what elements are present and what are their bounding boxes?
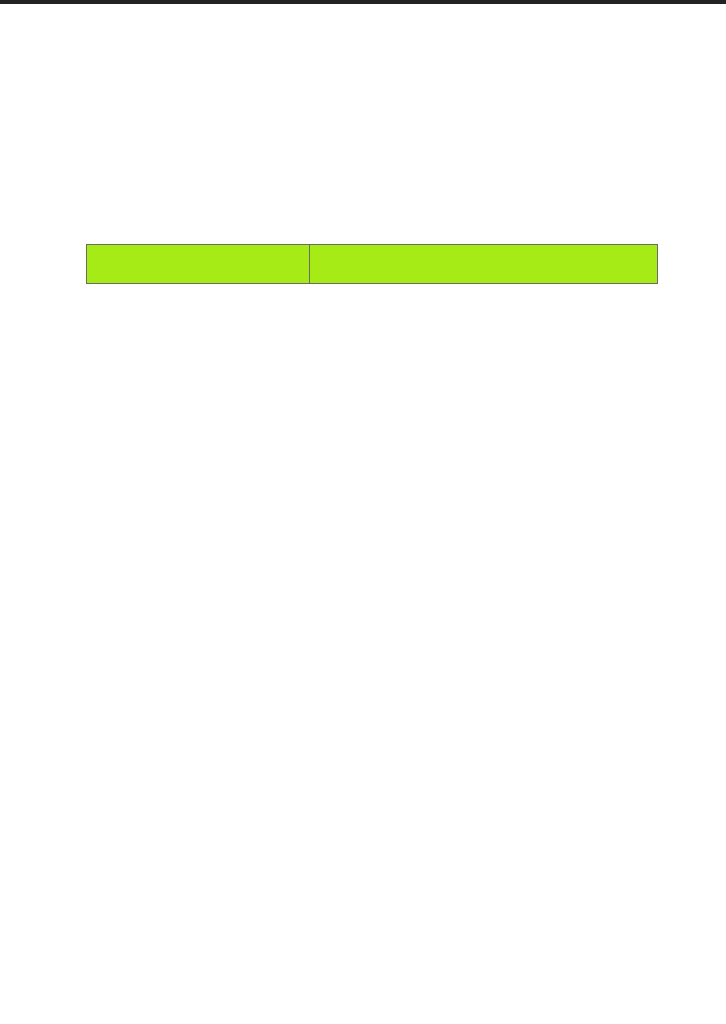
table-header-row [87,245,658,284]
advent-schedule-table [86,244,658,284]
street-column-header [310,245,658,284]
date-column-header [87,245,310,284]
